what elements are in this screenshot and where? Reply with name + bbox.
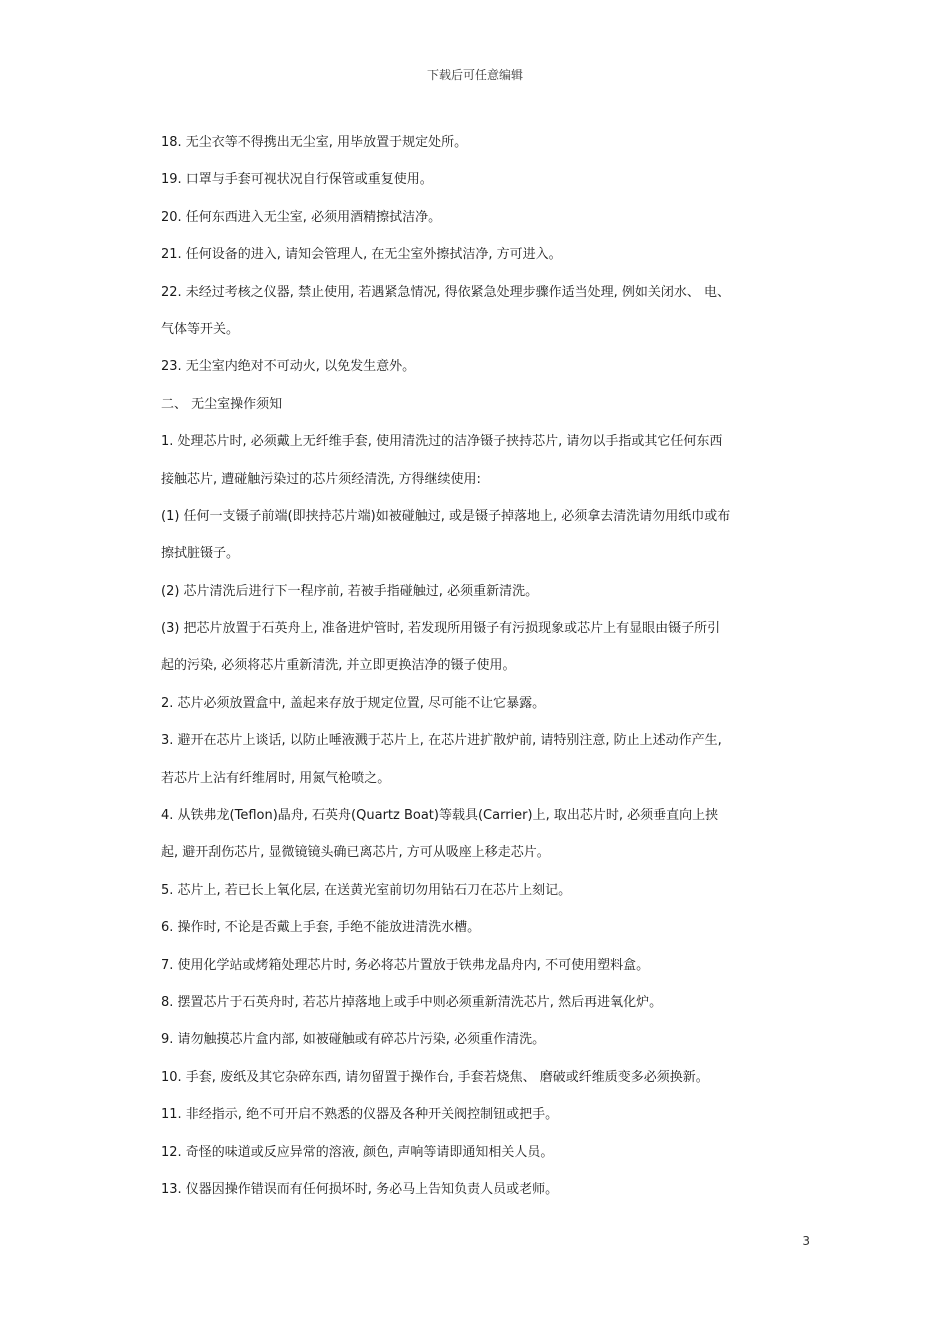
text-line: 擦拭脏镊子。 [161, 546, 240, 562]
text-line: 接触芯片, 遭碰触污染过的芯片须经清洗, 方得继续使用: [161, 471, 481, 487]
text-line: 12. 奇怪的味道或反应异常的溶液, 颜色, 声响等请即通知相关人员。 [161, 1144, 554, 1160]
page-number: 3 [802, 1234, 810, 1248]
text-line: 7. 使用化学站或烤箱处理芯片时, 务必将芯片置放于铁弗龙晶舟内, 不可使用塑料盒。 [161, 957, 650, 973]
text-line: 气体等开关。 [161, 321, 240, 337]
text-line: 1. 处理芯片时, 必须戴上无纤维手套, 使用清洗过的洁净镊子挟持芯片, 请勿以手指或其它任何东西 [161, 434, 723, 450]
text-line: 11. 非经指示, 绝不可开启不熟悉的仪器及各种开关阀控制钮或把手。 [161, 1107, 559, 1123]
text-line: (1) 任何一支镊子前端(即挟持芯片端)如被碰触过, 或是镊子掉落地上, 必须拿去清洗请勿用纸巾或布 [161, 508, 731, 524]
text-line: 13. 仪器因操作错误而有任何损坏时, 务必马上告知负责人员或老师。 [161, 1181, 559, 1197]
text-line: 起的污染, 必须将芯片重新清洗, 并立即更换洁净的镊子使用。 [161, 658, 516, 674]
text-line: 若芯片上沾有纤维屑时, 用氮气枪喷之。 [161, 770, 391, 786]
text-line: 10. 手套, 废纸及其它杂碎东西, 请勿留置于操作台, 手套若烧焦、 磨破或纤维质变多必须换新。 [161, 1069, 709, 1085]
text-line: 3. 避开在芯片上谈话, 以防止唾液溅于芯片上, 在芯片进扩散炉前, 请特别注意, 防止上述动作产生, [161, 733, 722, 749]
text-line: 6. 操作时, 不论是否戴上手套, 手绝不能放进清洗水槽。 [161, 920, 481, 936]
page-header: 下载后可任意编辑 [426, 68, 523, 82]
text-line: 19. 口罩与手套可视状况自行保管或重复使用。 [161, 172, 433, 188]
text-line: 5. 芯片上, 若已长上氧化层, 在送黄光室前切勿用钻石刀在芯片上刻记。 [161, 882, 572, 898]
text-line: 20. 任何东西进入无尘室, 必须用酒精擦拭洁净。 [161, 209, 442, 225]
text-line: 9. 请勿触摸芯片盒内部, 如被碰触或有碎芯片污染, 必须重作清洗。 [161, 1032, 546, 1048]
text-line: (3) 把芯片放置于石英舟上, 准备进炉管时, 若发现所用镊子有污损现象或芯片上有显眼由镊子所引 [161, 621, 721, 637]
section-heading: 二、 无尘室操作须知 [161, 396, 283, 412]
text-line: 21. 任何设备的进入, 请知会管理人, 在无尘室外擦拭洁净, 方可进入。 [161, 247, 562, 263]
text-line: 23. 无尘室内绝对不可动火, 以免发生意外。 [161, 359, 416, 375]
text-line: 18. 无尘衣等不得携出无尘室, 用毕放置于规定处所。 [161, 135, 468, 150]
text-line: 起, 避开刮伤芯片, 显微镜镜头确已离芯片, 方可从吸座上移走芯片。 [161, 845, 550, 861]
text-line: 2. 芯片必须放置盒中, 盖起来存放于规定位置, 尽可能不让它暴露。 [161, 695, 546, 711]
text-line: 8. 摆置芯片于石英舟时, 若芯片掉落地上或手中则必须重新清洗芯片, 然后再进氧化炉。 [161, 994, 663, 1010]
text-line: (2) 芯片清洗后进行下一程序前, 若被手指碰触过, 必须重新清洗。 [161, 583, 539, 599]
text-line: 4. 从铁弗龙(Teflon)晶舟, 石英舟(Quartz Boat)等载具(Carrier)上, 取出芯片时, 必须垂直向上挟 [161, 808, 719, 824]
text-line: 22. 未经过考核之仪器, 禁止使用, 若遇紧急情况, 得依紧急处理步骤作适当处理, 例如关闭水、 电、 [161, 284, 730, 300]
document-body [161, 124, 801, 1208]
